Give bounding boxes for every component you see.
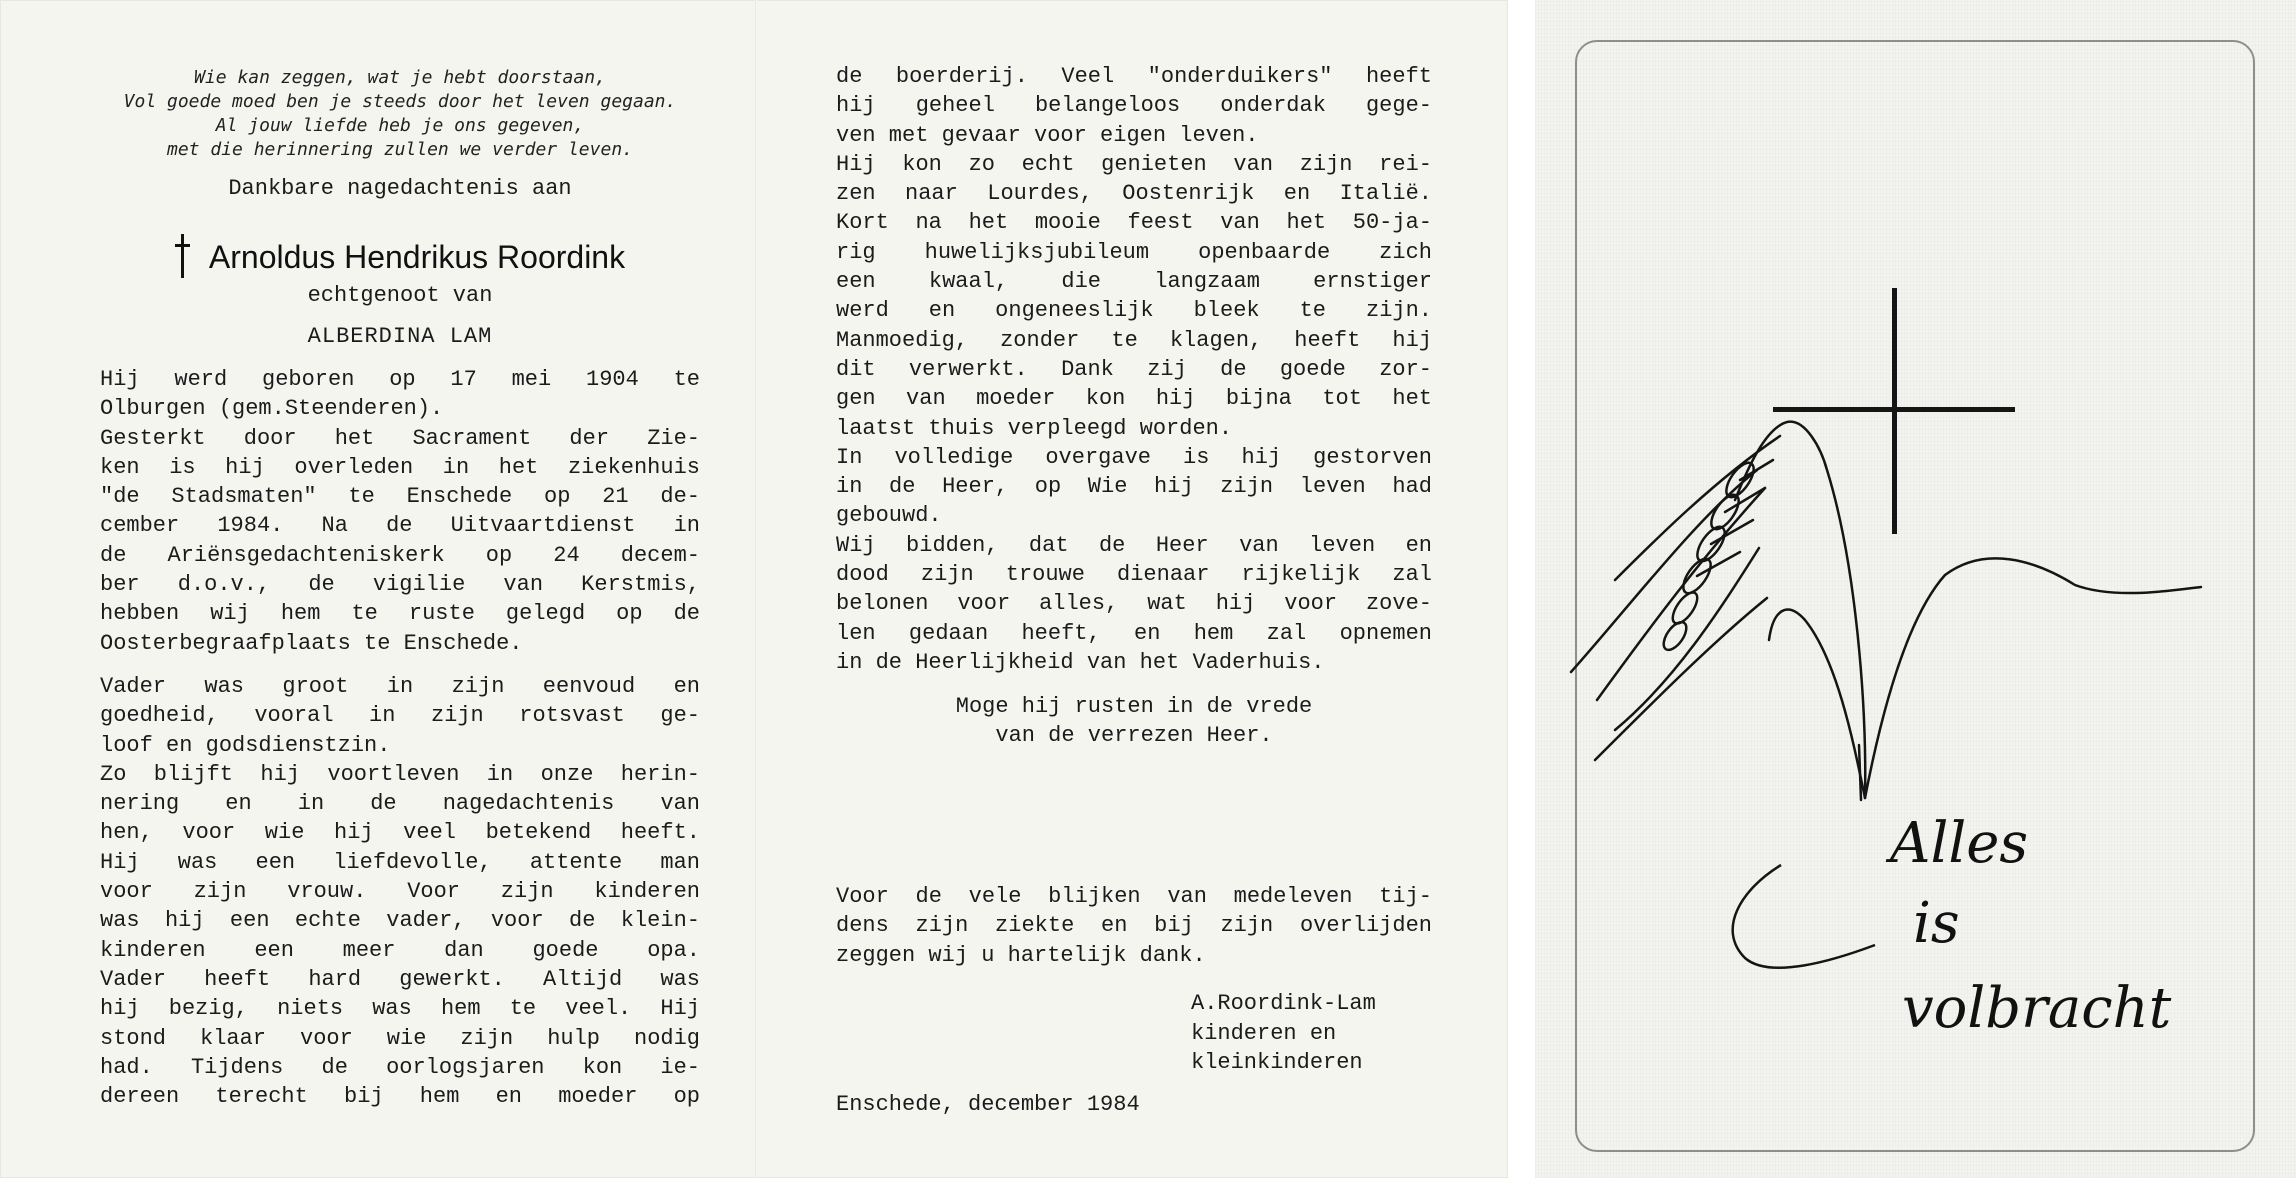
poem-line: Vol goede moed ben je steeds door het leven gegaan. — [123, 91, 677, 112]
place-date: Enschede, december 1984 — [836, 1092, 1140, 1117]
text-line: In volledige overgave is hij gestorven — [836, 444, 1432, 470]
blessing — [836, 692, 1432, 751]
text-line: Hij was een liefdevolle, attente man — [100, 849, 700, 875]
poem — [100, 66, 700, 162]
text-line: len gedaan heeft, en hem zal opnemen — [836, 620, 1432, 646]
text-line: de Ariënsgedachteniskerk op 24 decem- — [100, 542, 700, 568]
poem-line: Al jouw liefde heb je ons gegeven, — [215, 115, 585, 136]
text-line: gen van moeder kon hij bijna tot het — [836, 386, 1432, 412]
text-line: Voor de vele blijken van medeleven tij- — [836, 884, 1432, 909]
cover-cross-icon — [1773, 288, 2015, 534]
text-line: hij bezig, niets was hem te veel. Hij — [100, 996, 700, 1022]
text-line: kinderen een meer dan goede opa. — [100, 937, 700, 963]
left-page — [100, 0, 700, 1178]
cover-text-line: is — [1913, 891, 1960, 956]
text-line: Zo blijft hij voortleven in onze herin- — [100, 761, 700, 787]
text-line: hen, voor wie hij veel betekend heeft. — [100, 820, 700, 846]
spouse-intro: echtgenoot van — [307, 283, 493, 308]
text-line: goedheid, vooral in zijn rotsvast ge- — [100, 703, 700, 729]
text-line: Kort na het mooie feest van het 50-ja- — [836, 210, 1432, 236]
text-line: een kwaal, die langzaam ernstiger — [836, 269, 1432, 295]
text-line: dereen terecht bij hem en moeder op — [100, 1084, 700, 1110]
text-line: hij geheel belangeloos onderdak gege- — [836, 93, 1432, 119]
text-line: hebben wij hem te ruste gelegd op de — [100, 601, 700, 627]
right-page — [836, 0, 1432, 1178]
text-line: zeggen wij u hartelijk dank. — [836, 942, 1206, 968]
text-line: cember 1984. Na de Uitvaartdienst in — [100, 513, 700, 539]
text-line: loof en godsdienstzin. — [100, 732, 391, 758]
card-fold-line — [755, 0, 757, 1178]
text-line: dens zijn ziekte en bij zijn overlijden — [836, 913, 1432, 939]
poem-line: Wie kan zeggen, wat je hebt doorstaan, — [194, 67, 606, 88]
text-line: Vader was groot in zijn eenvoud en — [100, 674, 700, 699]
signature-line: kleinkinderen — [1191, 1050, 1363, 1075]
spouse-name: ALBERDINA LAM — [307, 324, 493, 349]
wheat-icon — [1571, 422, 2201, 800]
text-line: werd en ongeneeslijk bleek te zijn. — [836, 298, 1432, 324]
text-line: Olburgen (gem.Steenderen). — [100, 396, 444, 422]
text-line: nering en in de nagedachtenis van — [100, 791, 700, 817]
cover-flourish — [1733, 865, 1875, 968]
signature-block — [1191, 989, 1451, 1078]
text-line: in de Heer, op Wie hij zijn leven had — [836, 474, 1432, 500]
thanks-text — [836, 882, 1432, 970]
blessing-line: Moge hij rusten in de vrede — [955, 694, 1313, 719]
text-line: Hij kon zo echt genieten van zijn rei- — [836, 151, 1432, 177]
text-line: dood zijn trouwe dienaar rijkelijk zal — [836, 562, 1432, 588]
signature-line: A.Roordink-Lam — [1191, 991, 1376, 1016]
cover-illustration — [1535, 0, 2296, 1178]
text-line: ken is hij overleden in het ziekenhuis — [100, 454, 700, 480]
text-line: Manmoedig, zonder te klagen, heeft hij — [836, 327, 1432, 353]
text-line: zen naar Lourdes, Oostenrijk en Italië. — [836, 181, 1432, 207]
cover-text-line: Alles — [1890, 811, 2029, 876]
text-line: voor zijn vrouw. Voor zijn kinderen — [100, 879, 700, 905]
deceased-name-row — [100, 234, 700, 278]
text-line: had. Tijdens de oorlogsjaren kon ie- — [100, 1054, 700, 1080]
text-line: Hij werd geboren op 17 mei 1904 te — [100, 367, 700, 392]
text-line: Wij bidden, dat de Heer van leven en — [836, 532, 1432, 558]
deceased-name: Arnoldus Hendrikus Roordink — [208, 239, 626, 275]
text-line: Vader heeft hard gewerkt. Altijd was — [100, 966, 700, 992]
memorial-intro: Dankbare nagedachtenis aan — [228, 176, 572, 201]
text-line: belonen voor alles, wat hij voor zove- — [836, 591, 1432, 617]
biography-paragraph-1 — [100, 365, 700, 658]
cover-text-line: volbracht — [1902, 976, 2172, 1041]
poem-line: met die herinnering zullen we verder leven. — [167, 139, 633, 160]
blessing-line: van de verrezen Heer. — [995, 723, 1273, 749]
text-line: Gesterkt door het Sacrament der Zie- — [100, 425, 700, 451]
text-line: de boerderij. Veel "onderduikers" heeft — [836, 64, 1432, 89]
text-line: was hij een echte vader, voor de klein- — [100, 908, 700, 934]
memorial-card-cover — [1535, 0, 2296, 1178]
text-line: dit verwerkt. Dank zij de goede zor- — [836, 356, 1432, 382]
cross-icon — [175, 234, 189, 278]
text-line: ber d.o.v., de vigilie van Kerstmis, — [100, 572, 700, 598]
text-line: in de Heerlijkheid van het Vaderhuis. — [836, 649, 1325, 675]
text-line: rig huwelijksjubileum openbaarde zich — [836, 239, 1432, 265]
text-line: stond klaar voor wie zijn hulp nodig — [100, 1025, 700, 1051]
signature-line: kinderen en — [1191, 1020, 1337, 1046]
text-line: Oosterbegraafplaats te Enschede. — [100, 630, 523, 656]
biography-continuation — [836, 62, 1432, 677]
text-line: laatst thuis verpleegd worden. — [836, 415, 1233, 441]
text-line: "de Stadsmaten" te Enschede op 21 de- — [100, 484, 700, 510]
biography-paragraph-2 — [100, 672, 700, 1111]
text-line: ven met gevaar voor eigen leven. — [836, 122, 1259, 148]
text-line: gebouwd. — [836, 503, 942, 529]
